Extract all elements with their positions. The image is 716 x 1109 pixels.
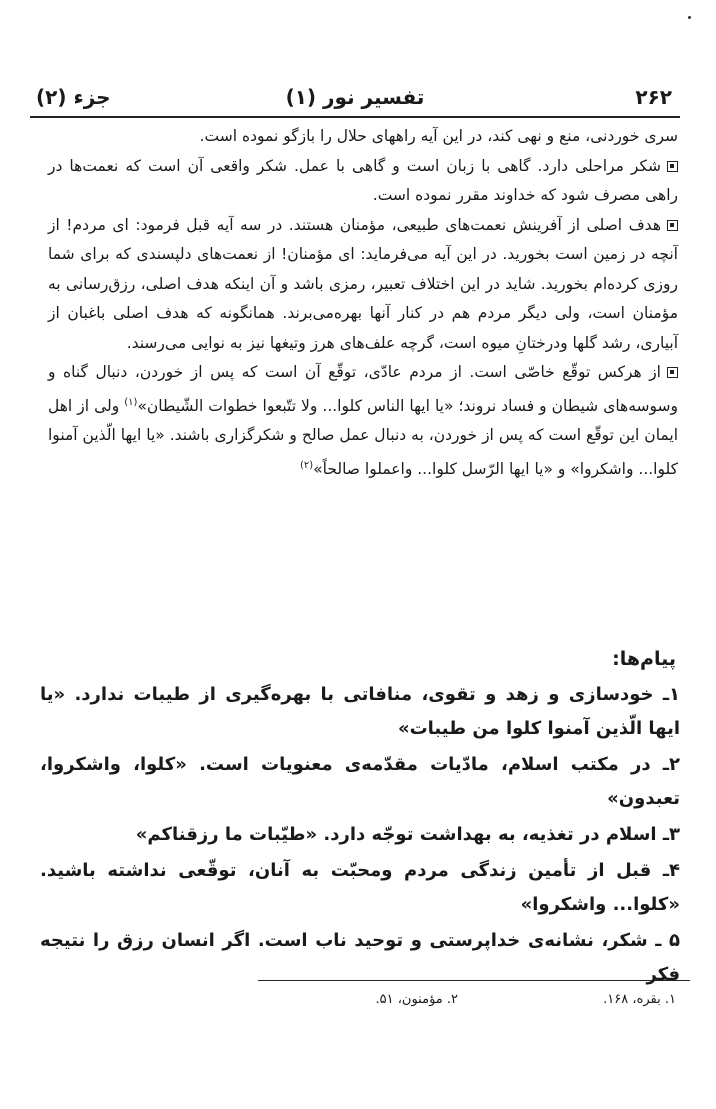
square-bullet-icon	[667, 367, 678, 378]
commentary-body	[48, 122, 678, 484]
message-item: ۲ـ در مکتب اسلام، مادّیات مقدّمه‌ی معنویات است. «کلوا، واشکروا، تعبدون»	[40, 754, 680, 809]
paragraph	[48, 122, 678, 152]
page-header	[30, 82, 680, 116]
part-label: جزء (۲)	[36, 85, 111, 109]
paragraph-text: سری خوردنی، منع و نهی کند، در این آیه راههای حلال را بازگو نموده است.	[199, 127, 678, 145]
message-item: ۳ـ اسلام در تغذیه، به بهداشت توجّه دارد. «طیّبات ما رزقناکم»	[135, 824, 680, 845]
paragraph-text: هدف اصلی از آفرینش نعمت‌های طبیعی، مؤمنان هستند. در سه آیه قبل فرمود: ای مردم! از آنچه در زمین است بخورید. در این آیه می‌فرماید: ای مؤمنان! از نعمت‌های دلپسندی که برای شما روزی کرده‌ام بخورید. شاید در این اختلاف تعبیر، رمزی باشد و آن اینکه هدف اصلی، رزق‌رسانی به مؤمنان است، ولی دیگر مردم هم در کنار آنها بهره‌می‌برند. همانگونه که هدف اصلی باغبان از آبیاری، رشد گلها ودرختانِ میوه است، گرچه علف‌های هرز وتیغها نیز به نوایی می‌رسند.	[48, 215, 678, 352]
paragraph-text: شکر مراحلی دارد. گاهی با زبان است و گاهی با عمل. شکر واقعی آن است که نعمت‌ها در راهی مصرف شود که خداوند مقرر نموده است.	[48, 156, 678, 204]
footnote: ۱. بقره، ۱۶۸.	[603, 992, 676, 1007]
scan-dot	[688, 16, 691, 19]
paragraph	[48, 211, 678, 359]
square-bullet-icon	[667, 220, 678, 231]
paragraph-text: از هرکس توقّع خاصّی است. از مردم عادّی، توقّع آن است که پس از خوردن، دنبال گناه و وسوسه‌های شیطان و فساد نروند؛ «یا ایها الناس کلوا... ولا تتّبعوا خطوات الشّیطان»	[48, 363, 679, 415]
book-title: تفسیر نور (۱)	[285, 85, 425, 109]
page-number: ۲۶۲	[635, 85, 672, 109]
footnote-ref: (۱)	[124, 396, 138, 408]
footnote-divider	[258, 980, 690, 981]
messages-list	[40, 678, 680, 994]
paragraph	[48, 152, 678, 211]
paragraph	[48, 358, 678, 484]
message-item: ۵ ـ شکر، نشانه‌ی خداپرستی و توحید ناب است. اگر انسان رزق را نتیجه فکر	[40, 930, 680, 985]
message-item: ۴ـ قبل از تأمین زندگی مردم ومحبّت به آنان، توقّعی نداشته باشید. «کلوا... واشکروا»	[40, 860, 680, 915]
square-bullet-icon	[667, 161, 678, 172]
messages-heading: پیام‌ها:	[612, 648, 676, 670]
message-item: ۱ـ خودسازی و زهد و تقوی، منافاتی با بهره‌گیری از طیبات ندارد. «یا ایها الّذین آمنوا کلوا من طیبات»	[40, 684, 680, 739]
paragraph-text-cont: ولی از اهل ایمان این توقّع است که پس از خوردن، به دنبال عمل صالح و شکرگزاری باشند. «یا ایها الّذین آمنوا کلوا... واشکروا» و «یا ایها الرّسل کلوا... واعملوا صالحاً»	[48, 396, 678, 478]
footnote: ۲. مؤمنون، ۵۱.	[375, 992, 458, 1007]
header-divider	[30, 116, 680, 118]
footnote-ref: (۲)	[299, 459, 314, 471]
